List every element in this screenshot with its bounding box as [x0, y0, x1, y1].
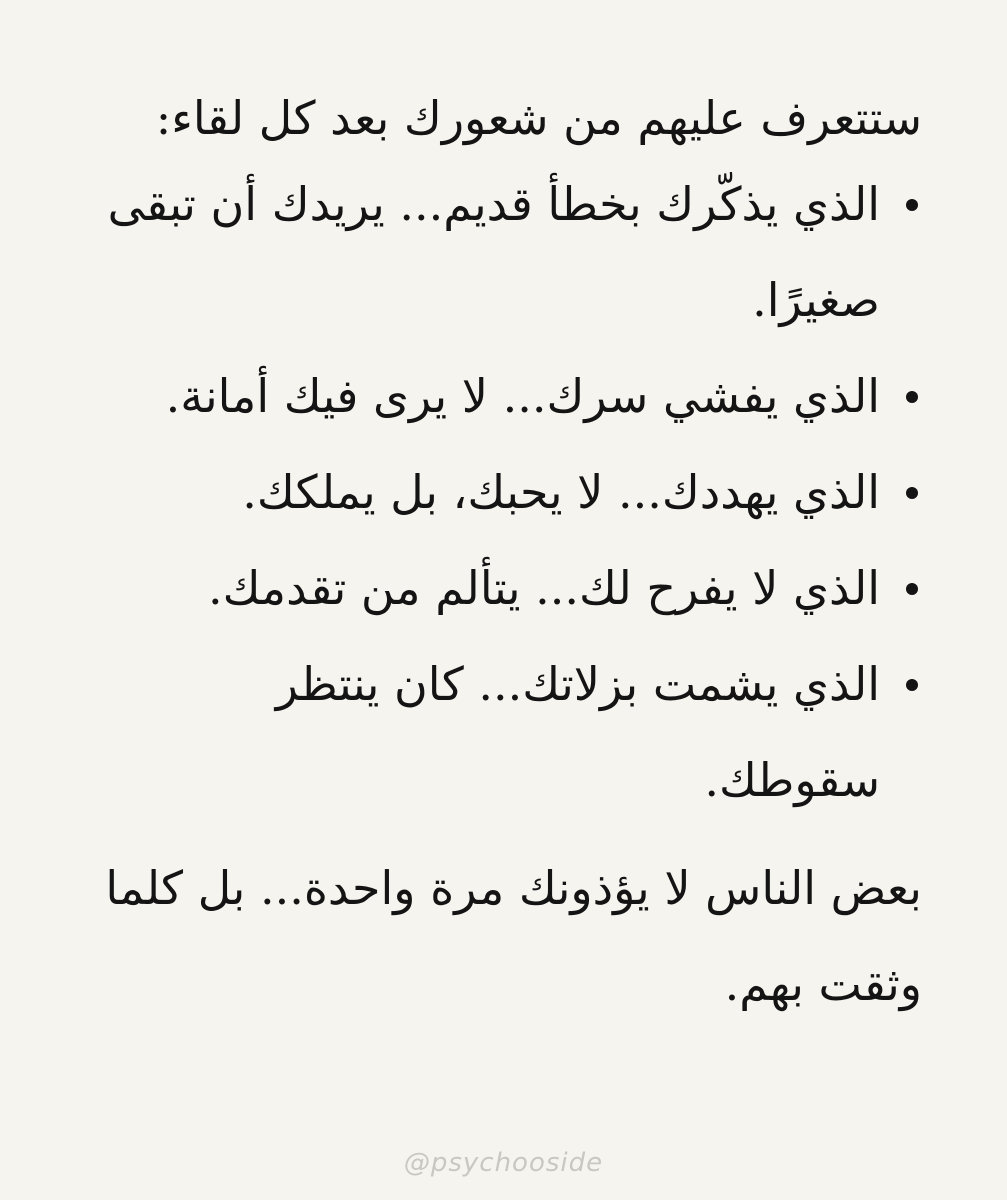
intro-line: ستتعرف عليهم من شعورك بعد كل لقاء: [155, 91, 922, 145]
bullet-text: الذي يفشي سرك... لا يرى فيك أمانة. [165, 369, 880, 423]
bullet-item [90, 156, 922, 348]
bullet-list [90, 156, 922, 828]
quote-content [90, 88, 922, 1032]
bullet-dot-icon [906, 583, 918, 595]
bullet-text: الذي لا يفرح لك... يتألم من تقدمك. [208, 561, 880, 615]
bullet-item [90, 540, 922, 636]
bullet-dot-icon [906, 487, 918, 499]
bullet-item [90, 636, 922, 828]
bullet-dot-icon [906, 679, 918, 691]
bullet-item [90, 348, 922, 444]
bullet-dot-icon [906, 199, 918, 211]
watermark-handle: @psychooside [403, 1148, 604, 1178]
bullet-text: الذي يهددك... لا يحبك، بل يملكك. [242, 465, 880, 519]
bullet-text: الذي يذكّرك بخطأ قديم... يريدك أن تبقى صغيرًا. [107, 177, 880, 327]
closing-paragraph: بعض الناس لا يؤذونك مرة واحدة... بل كلما وثقت بهم. [105, 861, 922, 1011]
bullet-text: الذي يشمت بزلاتك... كان ينتظر سقوطك. [275, 657, 880, 807]
bullet-dot-icon [906, 391, 918, 403]
bullet-item [90, 444, 922, 540]
